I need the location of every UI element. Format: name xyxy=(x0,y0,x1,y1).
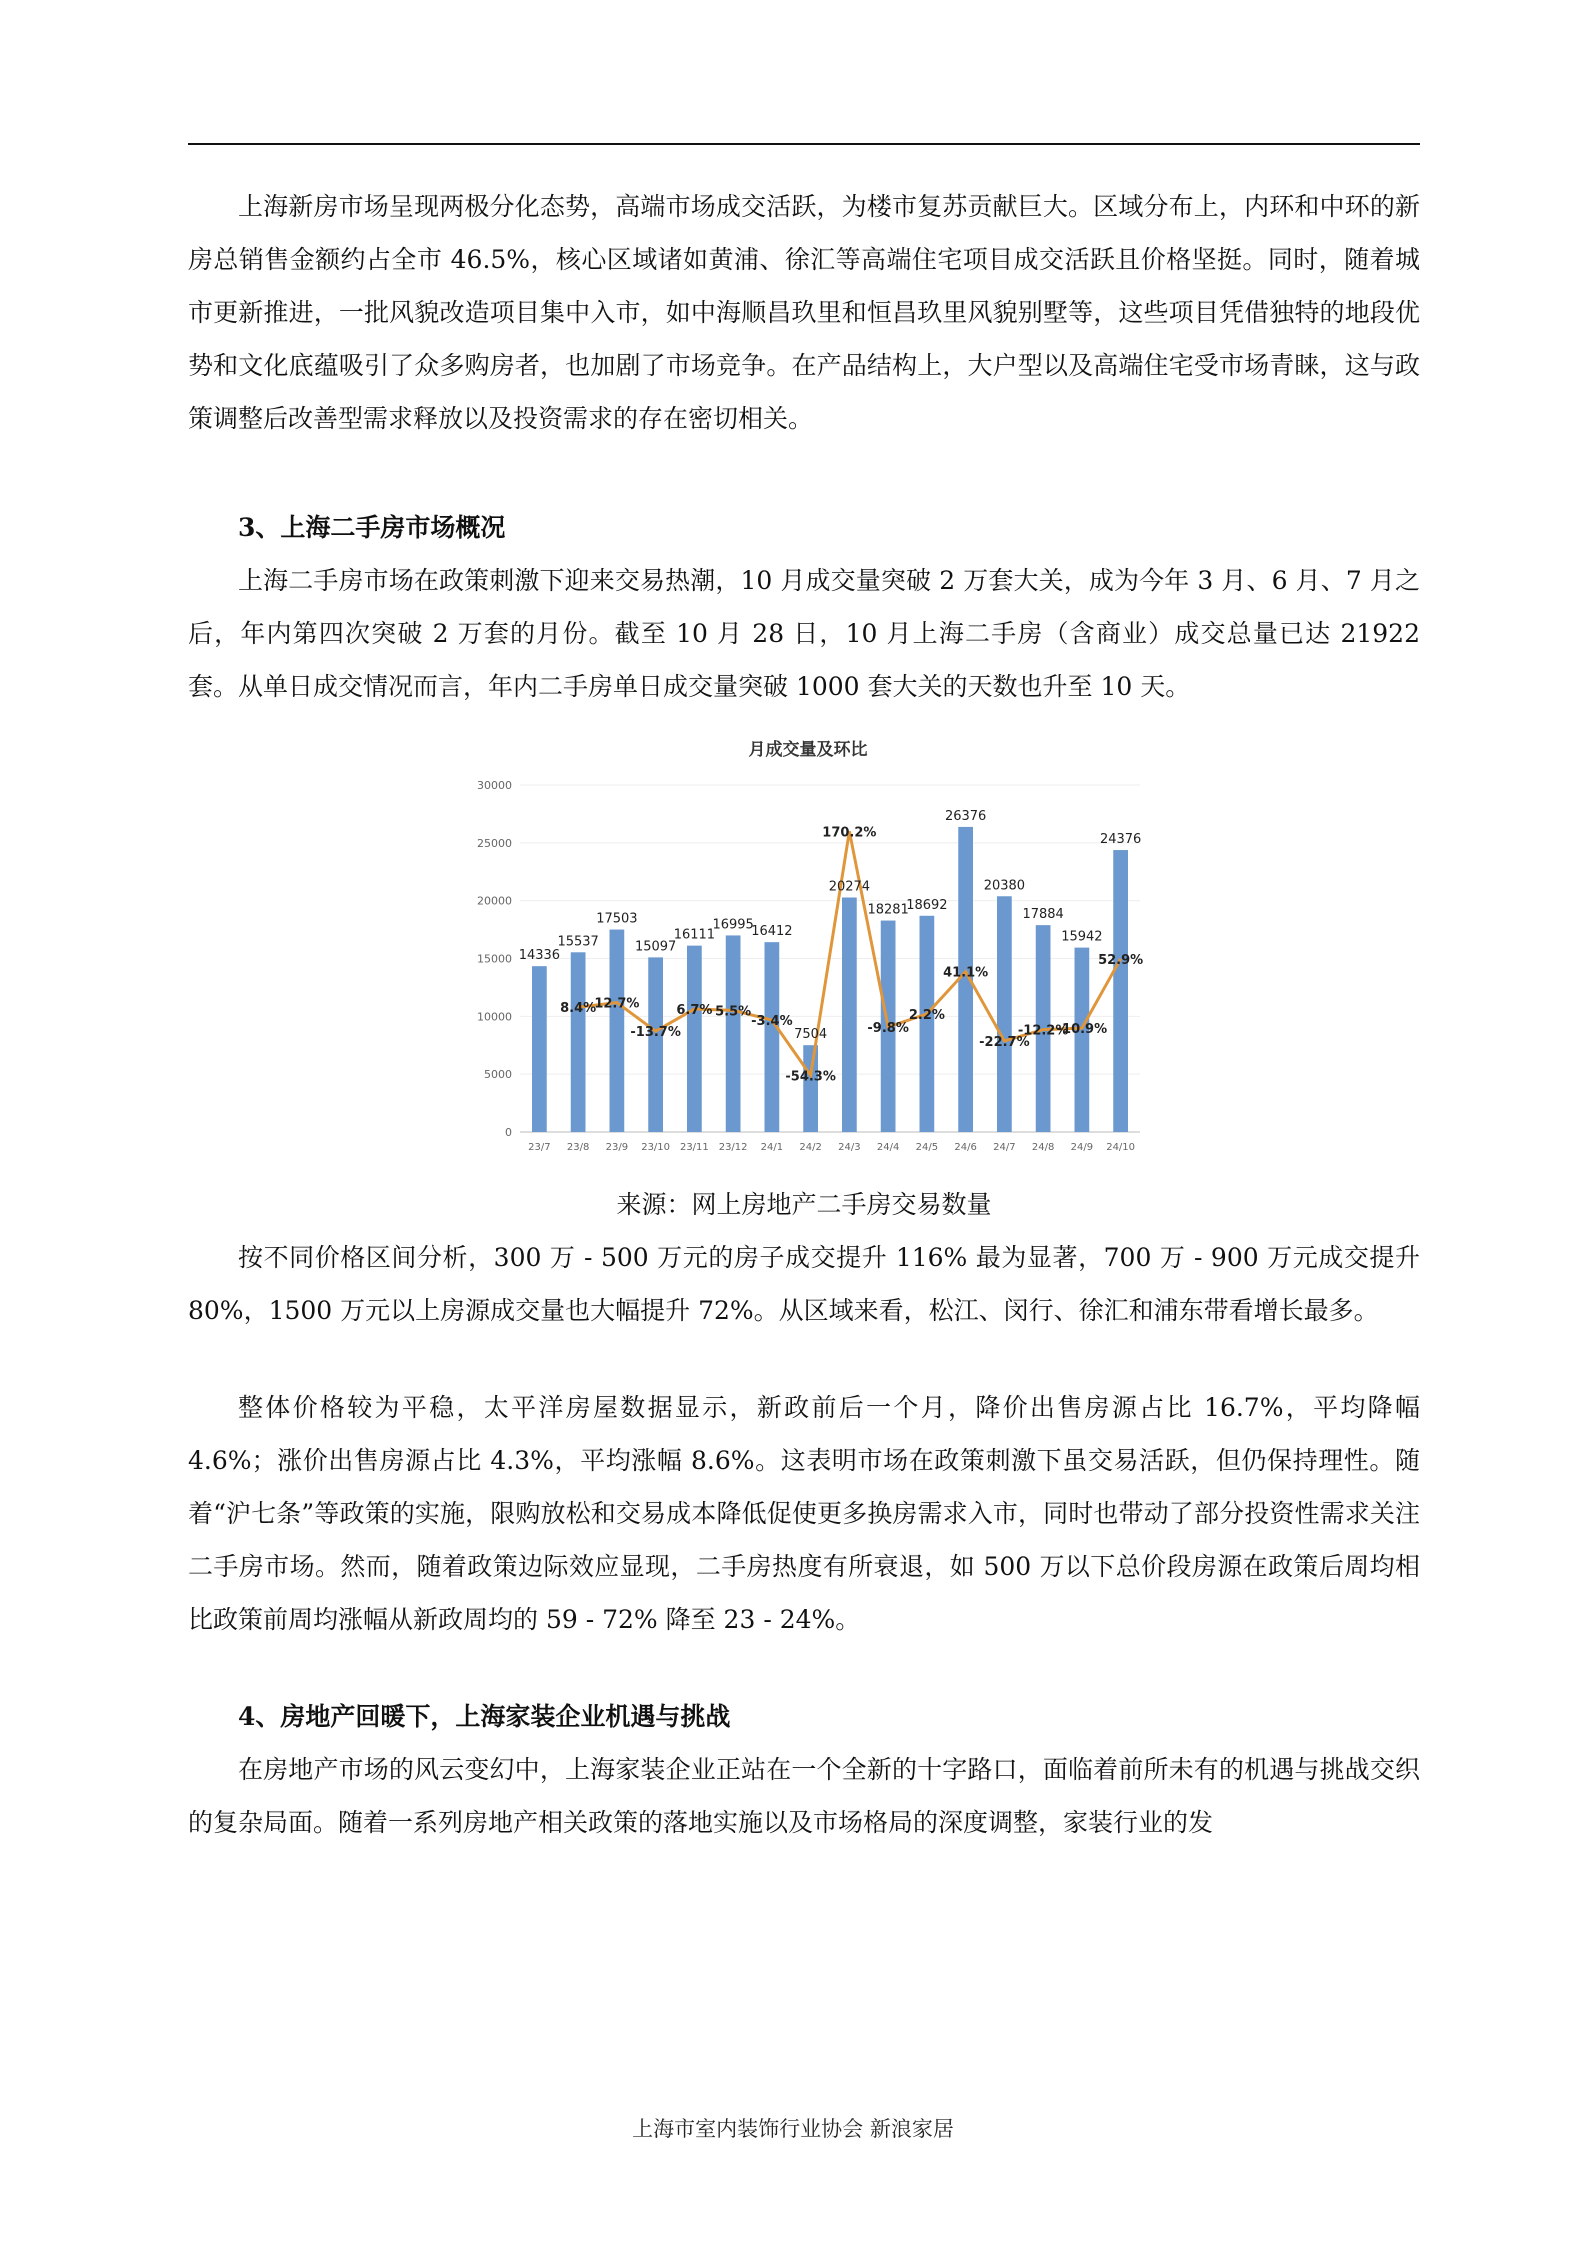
bar xyxy=(765,942,780,1132)
mom-change-label: -54.3% xyxy=(785,1069,836,1085)
bar-value-label: 16995 xyxy=(712,917,754,933)
y-tick-label: 0 xyxy=(505,1126,512,1139)
x-tick-label: 23/9 xyxy=(605,1142,629,1153)
bar-value-label: 15097 xyxy=(634,939,677,955)
x-tick-label: 24/8 xyxy=(1031,1142,1055,1153)
bar xyxy=(997,896,1012,1132)
x-tick-label: 24/7 xyxy=(993,1142,1016,1153)
mom-change-label: 170.2% xyxy=(822,825,877,841)
x-tick-label: 24/2 xyxy=(799,1142,822,1153)
x-tick-label: 24/4 xyxy=(876,1142,900,1153)
bar-value-label: 18281 xyxy=(867,902,909,918)
y-tick-label: 5000 xyxy=(484,1068,512,1082)
bar xyxy=(726,935,741,1132)
x-tick-label: 24/5 xyxy=(915,1142,939,1153)
bar xyxy=(1113,850,1128,1132)
bar-value-label: 17884 xyxy=(1022,907,1064,923)
x-tick-label: 24/9 xyxy=(1070,1142,1094,1153)
bar-value-label: 20380 xyxy=(983,878,1026,894)
bar xyxy=(532,966,547,1132)
mom-change-label: -9.8% xyxy=(867,1020,909,1036)
x-tick-label: 24/3 xyxy=(838,1142,861,1153)
x-tick-label: 23/12 xyxy=(718,1142,748,1153)
y-tick-label: 25000 xyxy=(477,836,512,850)
mom-change-label: -22.7% xyxy=(979,1035,1030,1051)
bar-value-label: 14336 xyxy=(518,948,561,964)
mom-change-label: 5.5% xyxy=(715,1004,752,1020)
chart-source: 来源：网上房地产二手房交易数量 xyxy=(616,1190,992,1219)
mom-change-label: -13.7% xyxy=(630,1025,681,1041)
chart-container xyxy=(188,725,1420,1177)
bar-value-label: 26376 xyxy=(944,808,987,824)
bar xyxy=(687,946,702,1132)
y-tick-label: 20000 xyxy=(477,894,512,908)
paragraph-second-hand-overview: 上海二手房市场在政策刺激下迎来交易热潮，10 月成交量突破 2 万套大关，成为今年 3 月、6 月、7 月之后，年内第四次突破 2 万套的月份。截至 10 月 28 日，10 月上海二手房（含商业）成交总量已达 21922 套。从单日成交情况而言，年内二手房单日成交量突破 1000 套大关的天数也升至 10 天。 xyxy=(188,566,1420,701)
mom-change-label: 12.7% xyxy=(594,996,640,1012)
bar-value-label: 17503 xyxy=(596,911,638,927)
bar xyxy=(920,916,935,1132)
y-tick-label: 30000 xyxy=(477,779,512,792)
paragraph-new-house-market: 上海新房市场呈现两极分化态势，高端市场成交活跃，为楼市复苏贡献巨大。区域分布上，内环和中环的新房总销售金额约占全市 46.5%，核心区域诸如黄浦、徐汇等高端住宅项目成交活跃且价格坚挺。同时，随着城市更新推进，一批风貌改造项目集中入市，如中海顺昌玖里和恒昌玖里风貌别墅等，这些项目凭借独特的地段优势和文化底蕴吸引了众多购房者，也加剧了市场竞争。在产品结构上，大户型以及高端住宅受市场青睐，这与政策调整后改善型需求释放以及投资需求的存在密切相关。 xyxy=(188,192,1420,433)
bar-value-label: 20274 xyxy=(828,879,871,895)
chart-title: 月成交量及环比 xyxy=(748,740,868,760)
section-heading-3: 3、上海二手房市场概况 xyxy=(238,513,506,542)
mom-change-label: 6.7% xyxy=(676,1003,713,1019)
bar-value-label: 16412 xyxy=(751,924,793,940)
x-tick-label: 23/11 xyxy=(679,1142,709,1153)
bar-value-label: 24376 xyxy=(1099,832,1142,848)
x-tick-label: 24/6 xyxy=(954,1142,977,1153)
bar-value-label: 15942 xyxy=(1061,929,1103,945)
bar xyxy=(803,1045,818,1132)
bar xyxy=(571,952,586,1132)
bar-value-label: 16111 xyxy=(673,927,716,943)
monthly-volume-chart xyxy=(468,725,1148,1177)
mom-change-label: 41.1% xyxy=(943,965,989,981)
x-tick-label: 24/10 xyxy=(1106,1142,1136,1153)
section-heading-4: 4、房地产回暖下，上海家装企业机遇与挑战 xyxy=(238,1702,731,1731)
bar xyxy=(610,930,625,1132)
bar xyxy=(1075,948,1090,1132)
paragraph-home-decor-opportunity: 在房地产市场的风云变幻中，上海家装企业正站在一个全新的十字路口，面临着前所未有的机遇与挑战交织的复杂局面。随着一系列房地产相关政策的落地实施以及市场格局的深度调整，家装行业的发 xyxy=(188,1755,1420,1837)
x-tick-label: 23/10 xyxy=(641,1142,671,1153)
x-tick-label: 23/7 xyxy=(528,1142,551,1153)
header-rule xyxy=(188,143,1420,145)
y-tick-label: 15000 xyxy=(477,952,512,966)
paragraph-price-range: 按不同价格区间分析，300 万 - 500 万元的房子成交提升 116% 最为显著，700 万 - 900 万元成交提升 80%，1500 万元以上房源成交量也大幅提升 72%。从区域来看，松江、闵行、徐汇和浦东带看增长最多。 xyxy=(188,1243,1420,1325)
bar xyxy=(648,957,663,1132)
document-body xyxy=(188,180,1420,1849)
paragraph-price-trend: 整体价格较为平稳，太平洋房屋数据显示，新政前后一个月，降价出售房源占比 16.7%，平均降幅 4.6%；涨价出售房源占比 4.3%，平均涨幅 8.6%。这表明市场在政策刺激下虽交易活跃，但仍保持理性。随着“沪七条”等政策的实施，限购放松和交易成本降低促使更多换房需求入市，同时也带动了部分投资性需求关注二手房市场。然而，随着政策边际效应显现，二手房热度有所衰退，如 500 万以下总价段房源在政策后周均相比政策前周均涨幅从新政周均的 59 - 72% 降至 23 - 24%。 xyxy=(188,1393,1420,1634)
mom-change-label: 2.2% xyxy=(908,1007,945,1023)
bar-value-label: 18692 xyxy=(906,897,948,913)
mom-change-label: 8.4% xyxy=(560,1001,597,1017)
x-tick-label: 24/1 xyxy=(760,1142,784,1153)
x-tick-label: 23/8 xyxy=(566,1142,590,1153)
bar-value-label: 15537 xyxy=(557,934,599,950)
bar xyxy=(842,897,857,1132)
mom-change-label: -12.2% xyxy=(1017,1023,1069,1039)
bar-value-label: 7504 xyxy=(794,1027,828,1043)
y-tick-label: 10000 xyxy=(477,1010,512,1024)
mom-change-label: 52.9% xyxy=(1098,952,1144,968)
mom-change-label: -3.4% xyxy=(751,1014,793,1030)
page-footer: 上海市室内装饰行业协会 新浪家居 xyxy=(632,2117,954,2141)
mom-change-label: -10.9% xyxy=(1056,1022,1108,1038)
